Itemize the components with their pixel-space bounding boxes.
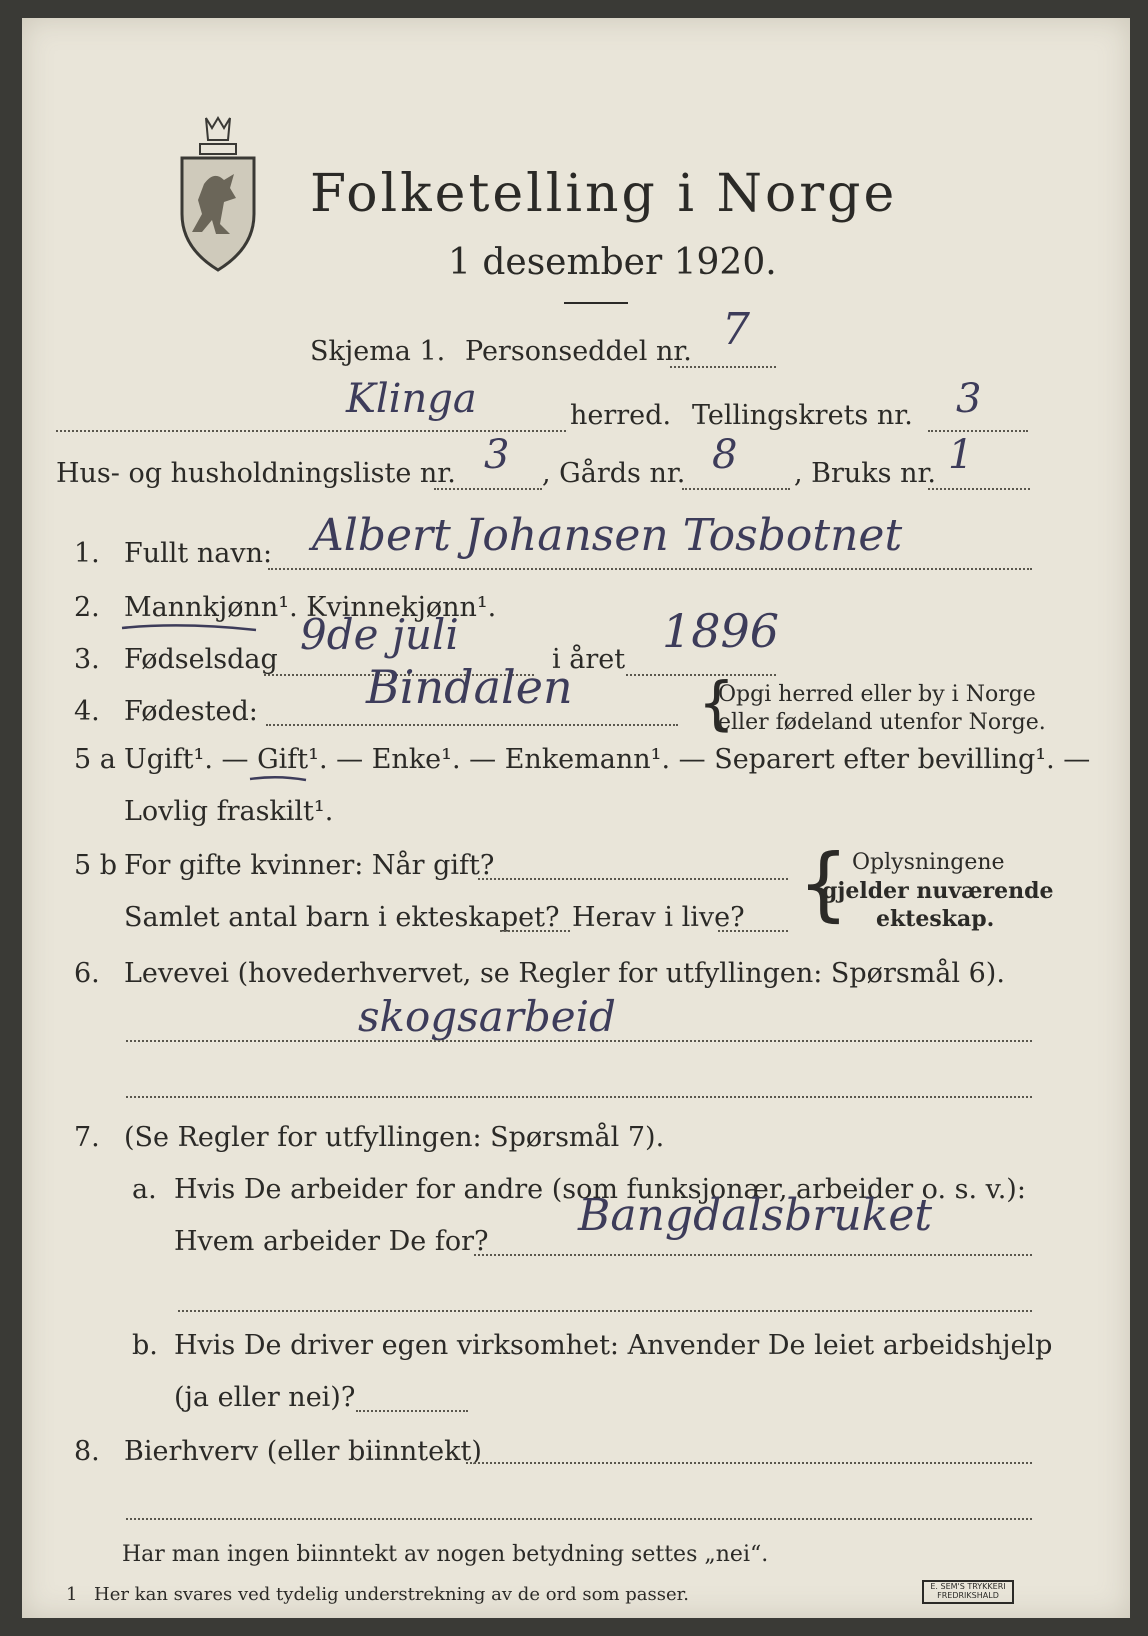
bruks-value: 1 — [948, 432, 974, 478]
q8-label: Bierhverv (eller biinntekt) — [124, 1436, 482, 1467]
q4-line — [266, 724, 678, 726]
q1-number: 1. — [74, 538, 100, 569]
q7b-line — [356, 1410, 468, 1412]
tellingskrets-value: 3 — [956, 376, 982, 422]
herred-label: herred. — [570, 400, 672, 431]
q4-number: 4. — [74, 696, 100, 727]
norwegian-coat-of-arms-icon — [174, 114, 262, 274]
footnote: Her kan svares ved tydelig understrekning av de ord som passer. — [94, 1584, 689, 1605]
q4-label: Fødested: — [124, 696, 258, 727]
q8-number: 8. — [74, 1436, 100, 1467]
printer-stamp: E. SEM'S TRYKKERI FREDRIKSHALD — [922, 1580, 1014, 1604]
q6-line1 — [126, 1040, 1032, 1042]
q7b-label-cont: (ja eller nei)? — [174, 1382, 356, 1413]
bruks-line — [928, 488, 1030, 490]
hus-line — [434, 488, 542, 490]
q4-note-line1: Opgi herred eller by i Norge — [718, 682, 1036, 707]
q6-number: 6. — [74, 958, 100, 989]
q7-number: 7. — [74, 1122, 100, 1153]
q6-label: Levevei (hovederhvervet, se Regler for utfyllingen: Spørsmål 6). — [124, 958, 1005, 989]
q5b-children-line — [500, 930, 570, 932]
q4-note-line2: eller fødeland utenfor Norge. — [718, 710, 1046, 735]
schema-label: Skjema 1. — [310, 336, 446, 367]
q5a-label-cont: Lovlig fraskilt¹. — [124, 796, 334, 827]
q5b-label: For gifte kvinner: Når gift? — [124, 850, 495, 881]
q8-line2 — [126, 1518, 1032, 1520]
gards-line — [682, 488, 790, 490]
q5b-alive-line — [718, 930, 788, 932]
q5b-children-label: Samlet antal barn i ekteskapet? — [124, 902, 560, 933]
q5a-label: Ugift¹. — Gift¹. — Enke¹. — Enkemann¹. — Separert efter bevilling¹. — — [124, 744, 1091, 775]
hus-label: Hus- og husholdningsliste nr. — [56, 458, 456, 489]
q1-value: Albert Johansen Tosbotnet — [312, 510, 903, 561]
q4-value: Bindalen — [366, 660, 573, 714]
q5a-number: 5 a — [74, 744, 116, 775]
q1-line — [268, 568, 1032, 570]
q7a-label-cont: Hvem arbeider De for? — [174, 1226, 489, 1257]
personseddel-value: 7 — [722, 304, 750, 355]
q7b-number: b. — [132, 1330, 158, 1361]
q7a-line2 — [178, 1310, 1032, 1312]
q5b-married-line — [478, 878, 788, 880]
q2-number: 2. — [74, 592, 100, 623]
personseddel-label: Personseddel nr. — [465, 336, 692, 367]
gards-label: , Gårds nr. — [542, 458, 686, 489]
q3-year-value: 1896 — [662, 604, 780, 658]
gards-value: 8 — [712, 432, 738, 478]
q7a-number: a. — [132, 1174, 157, 1205]
herred-value: Klinga — [346, 376, 477, 422]
q2-underline-mark — [120, 622, 260, 634]
q7-label: (Se Regler for utfyllingen: Spørsmål 7). — [124, 1122, 665, 1153]
q2-label: Mannkjønn¹. Kvinnekjønn¹. — [124, 592, 497, 623]
q4-note-brace: { — [698, 669, 735, 737]
q3-label: Fødselsdag — [124, 644, 278, 675]
q1-label: Fullt navn: — [124, 538, 273, 569]
census-date: 1 desember 1920. — [448, 242, 777, 283]
q7a-value: Bangdalsbruket — [578, 1190, 933, 1241]
q5b-note-line3: ekteskap. — [876, 906, 995, 932]
footnote-number: 1 — [66, 1584, 78, 1605]
q3-number: 3. — [74, 644, 100, 675]
q5b-alive-label: Herav i live? — [572, 902, 745, 933]
q3-year-label: i året — [552, 644, 626, 675]
q5a-underline-mark — [248, 774, 308, 784]
q5b-note-line1: Oplysningene — [852, 850, 1005, 875]
q7a-label: Hvis De arbeider for andre (som funksjonær, arbeider o. s. v.): — [174, 1174, 1026, 1205]
no-income-note: Har man ingen biinntekt av nogen betydning settes „nei“. — [122, 1542, 769, 1567]
q6-line2 — [126, 1096, 1032, 1098]
q5b-number: 5 b — [74, 850, 118, 881]
q5b-note-brace: { — [798, 837, 849, 930]
tellingskrets-line — [928, 430, 1028, 432]
q6-value: skogsarbeid — [358, 992, 616, 1041]
q7b-label: Hvis De driver egen virksomhet: Anvender De leiet arbeidshjelp — [174, 1330, 1053, 1361]
hus-value: 3 — [484, 432, 510, 478]
bruks-label: , Bruks nr. — [794, 458, 937, 489]
title-divider — [564, 302, 628, 304]
personseddel-line — [670, 366, 776, 368]
q3-value: 9de juli — [300, 610, 459, 659]
q8-line1 — [466, 1462, 1032, 1464]
form-title: Folketelling i Norge — [310, 164, 898, 224]
tellingskrets-label: Tellingskrets nr. — [692, 400, 913, 431]
q7a-employer-line — [474, 1254, 1032, 1256]
q5b-note-line2: gjelder nuværende — [822, 878, 1054, 904]
census-form-page — [22, 18, 1130, 1618]
